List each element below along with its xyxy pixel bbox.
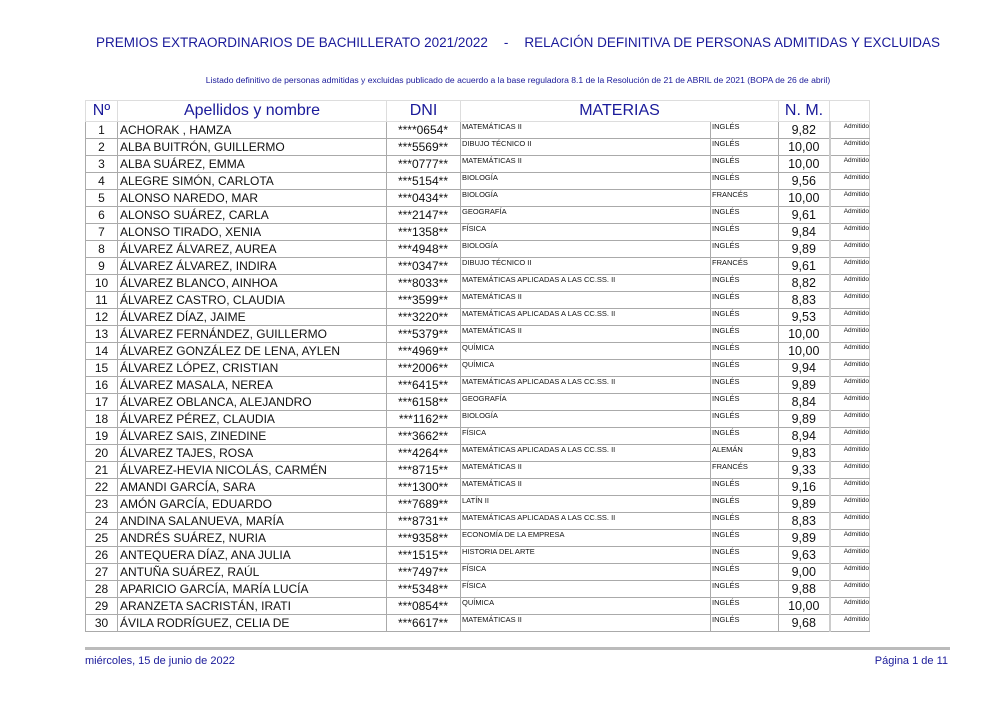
header-name: Apellidos y nombre [118, 101, 387, 122]
language: INGLÉS [711, 513, 779, 530]
row-number: 15 [86, 360, 118, 377]
row-number: 8 [86, 241, 118, 258]
subject: QUÍMICA [461, 598, 711, 615]
row-number: 3 [86, 156, 118, 173]
grade: 9,89 [779, 241, 830, 258]
table-row [86, 292, 870, 309]
language: INGLÉS [711, 394, 779, 411]
language: INGLÉS [711, 547, 779, 564]
status: Admitido [830, 377, 870, 394]
header-dni: DNI [387, 101, 461, 122]
row-number: 22 [86, 479, 118, 496]
dni: ***2006** [387, 360, 461, 377]
status: Admitido [830, 513, 870, 530]
dni: ***6158** [387, 394, 461, 411]
language: FRANCÉS [711, 258, 779, 275]
grade: 9,82 [779, 122, 830, 139]
status: Admitido [830, 139, 870, 156]
table-row [86, 547, 870, 564]
full-name: ANTUÑA SUÁREZ, RAÚL [118, 564, 387, 581]
table-row [86, 122, 870, 139]
table-row [86, 377, 870, 394]
candidates-table [85, 100, 870, 632]
table-row [86, 241, 870, 258]
table-row [86, 496, 870, 513]
language: FRANCÉS [711, 462, 779, 479]
dni: ***8731** [387, 513, 461, 530]
table-row [86, 411, 870, 428]
language: INGLÉS [711, 139, 779, 156]
grade: 9,94 [779, 360, 830, 377]
status: Admitido [830, 615, 870, 632]
language: INGLÉS [711, 326, 779, 343]
row-number: 11 [86, 292, 118, 309]
dni: ***5348** [387, 581, 461, 598]
table-row [86, 207, 870, 224]
full-name: ACHORAK , HAMZA [118, 122, 387, 139]
grade: 9,61 [779, 258, 830, 275]
subject: MATEMÁTICAS APLICADAS A LAS CC.SS. II [461, 445, 711, 462]
subject: MATEMÁTICAS APLICADAS A LAS CC.SS. II [461, 513, 711, 530]
table-row [86, 275, 870, 292]
subject: MATEMÁTICAS APLICADAS A LAS CC.SS. II [461, 309, 711, 326]
dni: ***1515** [387, 547, 461, 564]
language: INGLÉS [711, 411, 779, 428]
subject: BIOLOGÍA [461, 241, 711, 258]
subject: FÍSICA [461, 564, 711, 581]
subject: QUÍMICA [461, 343, 711, 360]
language: INGLÉS [711, 360, 779, 377]
row-number: 18 [86, 411, 118, 428]
row-number: 12 [86, 309, 118, 326]
grade: 9,68 [779, 615, 830, 632]
table-row [86, 139, 870, 156]
status: Admitido [830, 156, 870, 173]
status: Admitido [830, 564, 870, 581]
subject: FÍSICA [461, 224, 711, 241]
subject: BIOLOGÍA [461, 411, 711, 428]
row-number: 9 [86, 258, 118, 275]
full-name: ALONSO TIRADO, XENIA [118, 224, 387, 241]
status: Admitido [830, 224, 870, 241]
language: INGLÉS [711, 173, 779, 190]
page-number: Página 1 de 11 [874, 655, 948, 667]
table-row [86, 258, 870, 275]
grade: 8,84 [779, 394, 830, 411]
dni: ***0777** [387, 156, 461, 173]
table-row [86, 156, 870, 173]
subject: BIOLOGÍA [461, 190, 711, 207]
table-row [86, 598, 870, 615]
table-row [86, 428, 870, 445]
language: INGLÉS [711, 343, 779, 360]
dni: ***4264** [387, 445, 461, 462]
table-header [86, 101, 870, 122]
grade: 9,63 [779, 547, 830, 564]
language: INGLÉS [711, 241, 779, 258]
grade: 9,88 [779, 581, 830, 598]
language: INGLÉS [711, 615, 779, 632]
grade: 10,00 [779, 598, 830, 615]
full-name: ALBA SUÁREZ, EMMA [118, 156, 387, 173]
language: INGLÉS [711, 207, 779, 224]
status: Admitido [830, 190, 870, 207]
language: INGLÉS [711, 496, 779, 513]
row-number: 17 [86, 394, 118, 411]
full-name: ALONSO NAREDO, MAR [118, 190, 387, 207]
full-name: ÁLVAREZ GONZÁLEZ DE LENA, AYLEN [118, 343, 387, 360]
table-row [86, 326, 870, 343]
subject: GEOGRAFÍA [461, 394, 711, 411]
status: Admitido [830, 173, 870, 190]
dni: ***5154** [387, 173, 461, 190]
subject: LATÍN II [461, 496, 711, 513]
dni: ***1162** [387, 411, 461, 428]
subject: DIBUJO TÉCNICO II [461, 258, 711, 275]
status: Admitido [830, 411, 870, 428]
subject: MATEMÁTICAS II [461, 462, 711, 479]
status: Admitido [830, 445, 870, 462]
table-row [86, 224, 870, 241]
status: Admitido [830, 581, 870, 598]
language: INGLÉS [711, 581, 779, 598]
table-row [86, 360, 870, 377]
grade: 9,56 [779, 173, 830, 190]
language: ALEMÁN [711, 445, 779, 462]
status: Admitido [830, 547, 870, 564]
header-nm: N. M. [779, 101, 830, 122]
grade: 8,94 [779, 428, 830, 445]
table-row [86, 615, 870, 632]
subject: MATEMÁTICAS II [461, 479, 711, 496]
subject: MATEMÁTICAS II [461, 615, 711, 632]
full-name: ÁLVAREZ CASTRO, CLAUDIA [118, 292, 387, 309]
row-number: 21 [86, 462, 118, 479]
status: Admitido [830, 292, 870, 309]
full-name: ALBA BUITRÓN, GUILLERMO [118, 139, 387, 156]
grade: 9,89 [779, 377, 830, 394]
row-number: 6 [86, 207, 118, 224]
subject: HISTORIA DEL ARTE [461, 547, 711, 564]
dni: ***0854** [387, 598, 461, 615]
grade: 10,00 [779, 343, 830, 360]
status: Admitido [830, 122, 870, 139]
full-name: ÁLVAREZ FERNÁNDEZ, GUILLERMO [118, 326, 387, 343]
language: INGLÉS [711, 377, 779, 394]
dni: ***3662** [387, 428, 461, 445]
subject: MATEMÁTICAS II [461, 326, 711, 343]
language: FRANCÉS [711, 190, 779, 207]
grade: 10,00 [779, 326, 830, 343]
full-name: ARANZETA SACRISTÁN, IRATI [118, 598, 387, 615]
row-number: 27 [86, 564, 118, 581]
header-status [830, 101, 870, 122]
subject: FÍSICA [461, 581, 711, 598]
subject: MATEMÁTICAS II [461, 292, 711, 309]
grade: 10,00 [779, 139, 830, 156]
grade: 9,83 [779, 445, 830, 462]
subject: MATEMÁTICAS II [461, 156, 711, 173]
status: Admitido [830, 360, 870, 377]
grade: 9,53 [779, 309, 830, 326]
status: Admitido [830, 496, 870, 513]
subject: MATEMÁTICAS APLICADAS A LAS CC.SS. II [461, 377, 711, 394]
subject: BIOLOGÍA [461, 173, 711, 190]
dni: ***8715** [387, 462, 461, 479]
dni: ***5379** [387, 326, 461, 343]
grade: 8,82 [779, 275, 830, 292]
dni: ***6415** [387, 377, 461, 394]
full-name: APARICIO GARCÍA, MARÍA LUCÍA [118, 581, 387, 598]
row-number: 23 [86, 496, 118, 513]
table-row [86, 564, 870, 581]
status: Admitido [830, 343, 870, 360]
dni: ***0347** [387, 258, 461, 275]
language: INGLÉS [711, 530, 779, 547]
grade: 10,00 [779, 156, 830, 173]
subject: QUÍMICA [461, 360, 711, 377]
full-name: ALEGRE SIMÓN, CARLOTA [118, 173, 387, 190]
full-name: ÁLVAREZ MASALA, NEREA [118, 377, 387, 394]
language: INGLÉS [711, 479, 779, 496]
table-row [86, 343, 870, 360]
full-name: ÁLVAREZ ÁLVAREZ, AUREA [118, 241, 387, 258]
dni: ***1300** [387, 479, 461, 496]
language: INGLÉS [711, 564, 779, 581]
full-name: ÁLVAREZ TAJES, ROSA [118, 445, 387, 462]
document-subtitle: Listado definitivo de personas admitidas y excluidas publicado de acuerdo a la base reguladora 8.1 de la Resolución de 21 de ABRIL de 2021 (BOPA de 26 de abril) [205, 75, 831, 85]
table-row [86, 309, 870, 326]
footer-divider [85, 647, 950, 650]
table-row [86, 190, 870, 207]
dni: ***1358** [387, 224, 461, 241]
full-name: ÁVILA RODRÍGUEZ, CELIA DE [118, 615, 387, 632]
full-name: AMANDI GARCÍA, SARA [118, 479, 387, 496]
grade: 9,61 [779, 207, 830, 224]
full-name: ANDINA SALANUEVA, MARÍA [118, 513, 387, 530]
full-name: ÁLVAREZ DÍAZ, JAIME [118, 309, 387, 326]
row-number: 19 [86, 428, 118, 445]
grade: 8,83 [779, 513, 830, 530]
subject: DIBUJO TÉCNICO II [461, 139, 711, 156]
subject: MATEMÁTICAS APLICADAS A LAS CC.SS. II [461, 275, 711, 292]
row-number: 20 [86, 445, 118, 462]
table-row [86, 581, 870, 598]
subject: FÍSICA [461, 428, 711, 445]
full-name: ÁLVAREZ SAIS, ZINEDINE [118, 428, 387, 445]
row-number: 25 [86, 530, 118, 547]
table-row [86, 530, 870, 547]
row-number: 4 [86, 173, 118, 190]
status: Admitido [830, 462, 870, 479]
grade: 9,00 [779, 564, 830, 581]
dni: ***7689** [387, 496, 461, 513]
grade: 9,89 [779, 411, 830, 428]
language: INGLÉS [711, 224, 779, 241]
grade: 9,84 [779, 224, 830, 241]
title-separator: - [503, 35, 509, 50]
row-number: 28 [86, 581, 118, 598]
full-name: ÁLVAREZ BLANCO, AINHOA [118, 275, 387, 292]
subject: MATEMÁTICAS II [461, 122, 711, 139]
row-number: 1 [86, 122, 118, 139]
full-name: ÁLVAREZ LÓPEZ, CRISTIAN [118, 360, 387, 377]
row-number: 14 [86, 343, 118, 360]
language: INGLÉS [711, 598, 779, 615]
footer-date: miércoles, 15 de junio de 2022 [85, 655, 235, 667]
subject: GEOGRAFÍA [461, 207, 711, 224]
table-row [86, 479, 870, 496]
document-title [0, 35, 1000, 50]
grade: 10,00 [779, 190, 830, 207]
table-row [86, 445, 870, 462]
status: Admitido [830, 530, 870, 547]
language: INGLÉS [711, 156, 779, 173]
dni: ***3599** [387, 292, 461, 309]
status: Admitido [830, 258, 870, 275]
status: Admitido [830, 428, 870, 445]
language: INGLÉS [711, 292, 779, 309]
status: Admitido [830, 309, 870, 326]
full-name: ÁLVAREZ OBLANCA, ALEJANDRO [118, 394, 387, 411]
full-name: ÁLVAREZ-HEVIA NICOLÁS, CARMÉN [118, 462, 387, 479]
table-row [86, 513, 870, 530]
language: INGLÉS [711, 275, 779, 292]
dni: ***0434** [387, 190, 461, 207]
full-name: AMÓN GARCÍA, EDUARDO [118, 496, 387, 513]
table-row [86, 462, 870, 479]
status: Admitido [830, 598, 870, 615]
row-number: 13 [86, 326, 118, 343]
language: INGLÉS [711, 122, 779, 139]
row-number: 10 [86, 275, 118, 292]
row-number: 16 [86, 377, 118, 394]
table-row [86, 173, 870, 190]
header-num: Nº [86, 101, 118, 122]
dni: ***3220** [387, 309, 461, 326]
dni: ***9358** [387, 530, 461, 547]
subject: ECONOMÍA DE LA EMPRESA [461, 530, 711, 547]
dni: ****0654* [387, 122, 461, 139]
row-number: 24 [86, 513, 118, 530]
full-name: ANTEQUERA DÍAZ, ANA JULIA [118, 547, 387, 564]
header-materias: MATERIAS [461, 101, 779, 122]
full-name: ALONSO SUÁREZ, CARLA [118, 207, 387, 224]
dni: ***7497** [387, 564, 461, 581]
dni: ***8033** [387, 275, 461, 292]
row-number: 30 [86, 615, 118, 632]
table-row [86, 394, 870, 411]
row-number: 5 [86, 190, 118, 207]
status: Admitido [830, 207, 870, 224]
grade: 9,33 [779, 462, 830, 479]
grade: 9,16 [779, 479, 830, 496]
language: INGLÉS [711, 428, 779, 445]
dni: ***4969** [387, 343, 461, 360]
dni: ***5569** [387, 139, 461, 156]
grade: 9,89 [779, 496, 830, 513]
status: Admitido [830, 479, 870, 496]
full-name: ÁLVAREZ PÉREZ, CLAUDIA [118, 411, 387, 428]
row-number: 2 [86, 139, 118, 156]
title-left: PREMIOS EXTRAORDINARIOS DE BACHILLERATO 2021/2022 [96, 35, 488, 50]
dni: ***4948** [387, 241, 461, 258]
grade: 8,83 [779, 292, 830, 309]
status: Admitido [830, 394, 870, 411]
row-number: 26 [86, 547, 118, 564]
language: INGLÉS [711, 309, 779, 326]
status: Admitido [830, 326, 870, 343]
row-number: 29 [86, 598, 118, 615]
status: Admitido [830, 275, 870, 292]
row-number: 7 [86, 224, 118, 241]
title-right: RELACIÓN DEFINITIVA DE PERSONAS ADMITIDAS Y EXCLUIDAS [524, 35, 940, 50]
dni: ***6617** [387, 615, 461, 632]
status: Admitido [830, 241, 870, 258]
dni: ***2147** [387, 207, 461, 224]
grade: 9,89 [779, 530, 830, 547]
full-name: ANDRÉS SUÁREZ, NURIA [118, 530, 387, 547]
full-name: ÁLVAREZ ÁLVAREZ, INDIRA [118, 258, 387, 275]
